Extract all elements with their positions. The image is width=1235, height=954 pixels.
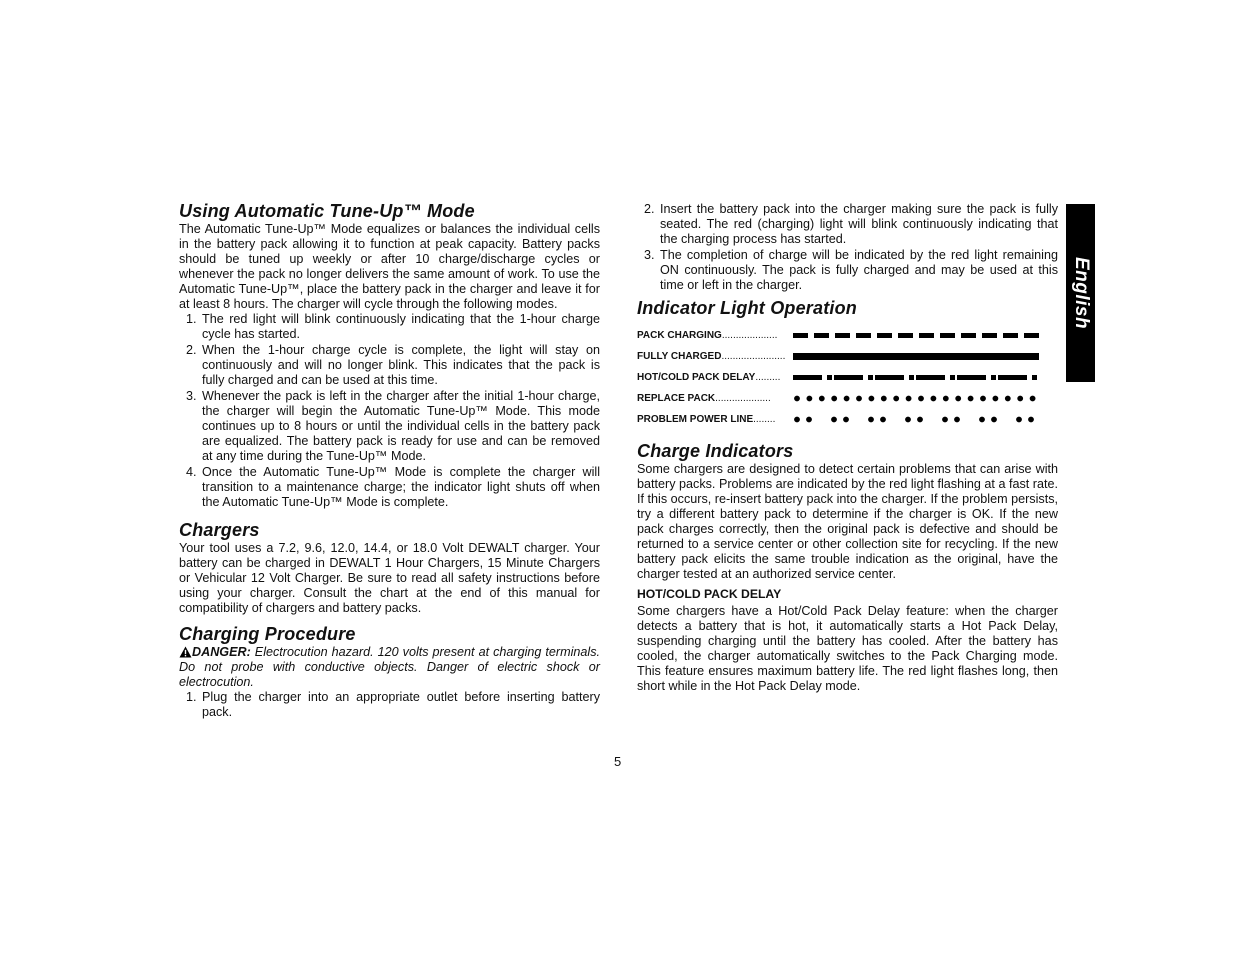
indicator-label-text: FULLY CHARGED [637, 351, 722, 362]
list-item-text: Once the Automatic Tune-Up™ Mode is complete the charger will transition to a maintenance charge; the indicator light shuts off when the Automatic Tune-Up™ Mode is complete. [202, 465, 600, 509]
pattern-mark [918, 396, 924, 402]
indicator-leader-dots: ........ [753, 414, 776, 425]
chargers-heading: Chargers [179, 520, 260, 540]
pattern-mark [1032, 375, 1037, 380]
pattern-mark [993, 396, 999, 402]
solid-pattern [793, 346, 1043, 367]
pattern-mark [979, 417, 985, 423]
list-item [179, 312, 600, 342]
pattern-mark [940, 333, 955, 338]
pattern-mark [943, 396, 949, 402]
pairs-pattern [793, 409, 1043, 430]
pattern-mark [806, 417, 812, 423]
pattern-mark [835, 333, 850, 338]
indicator-pattern [793, 346, 1043, 367]
indicator-label [637, 370, 793, 385]
chargers-text: Your tool uses a 7.2, 9.6, 12.0, 14.4, or 18.0 Volt DEWALT charger. Your battery can be charged in DEWALT 1 Hour Chargers, 15 Minute Chargers or Vehicular 12 Volt Charger. Be sure to read all safety instructions before using your charger. Consult the chart at the end of this manual for compatibility of chargers and battery packs. [179, 541, 600, 615]
hot-cold-text: Some chargers have a Hot/Cold Pack Delay feature: when the charger detects a battery that is hot, it automatically starts a Hot Pack Delay, suspending charging until the battery has cooled. After the battery has cooled, the charger automatically switches to the Pack Charging mode. This feature ensures maximum battery life. The red light flashes long, then short while in the Hot Pack Delay mode. [637, 604, 1058, 693]
pattern-mark [982, 333, 997, 338]
pattern-mark [893, 396, 899, 402]
longshort-pattern [793, 367, 1043, 388]
pattern-mark [793, 375, 822, 380]
language-tab-label: English [1070, 256, 1092, 330]
indicator-light-table [637, 325, 1058, 430]
pattern-mark [998, 375, 1027, 380]
pattern-mark [868, 375, 873, 380]
indicator-row [637, 388, 1058, 409]
list-item-text: The completion of charge will be indicated by the red light remaining ON continuously. The pack is fully charged and may be used at this time or left in the charger. [660, 248, 1058, 292]
indicator-label-text: HOT/COLD PACK DELAY [637, 372, 756, 383]
pattern-mark [880, 417, 886, 423]
indicator-row [637, 409, 1058, 430]
list-item-number: 1. [186, 312, 197, 326]
list-item-number: 3. [644, 248, 655, 262]
indicator-label-text: PROBLEM POWER LINE [637, 414, 754, 425]
indicator-leader-dots: ......... [755, 372, 781, 383]
danger-warning [179, 645, 600, 690]
procedure-steps-right [637, 202, 1058, 293]
pattern-mark [961, 333, 976, 338]
indicator-leader-dots: .................... [721, 330, 778, 341]
pattern-mark [955, 396, 961, 402]
indicator-leader-dots: ....................... [721, 351, 786, 362]
pattern-mark [831, 396, 837, 402]
list-item-number: 2. [644, 202, 655, 216]
pattern-mark [831, 417, 837, 423]
list-item-text: Whenever the pack is left in the charger after the initial 1-hour charge, the charger will begin the Automatic Tune-Up™ Mode. This mode continues up to 8 hours or until the individual cells in the battery pack are equalized. The battery pack is ready for use and can be removed at any time during the Tune-Up™ Mode. [202, 389, 600, 463]
indicator-row [637, 346, 1058, 367]
pattern-mark [917, 417, 923, 423]
indicator-label-text: PACK CHARGING [637, 330, 722, 341]
charge-indicators-text: Some chargers are designed to detect certain problems that can arise with battery packs. Problems are indicated by the red light flashing at a fast rate. If this occurs, re-insert battery pack into the charger. If the problem persists, try a different battery pack to determine if the charger is OK. If the new pack charges correctly, then the original pack is defective and should be returned to a service center or other collection site for recycling. If the new battery pack elicits the same trouble indication as the original, have the charger tested at an authorized service center. [637, 462, 1058, 581]
list-item-number: 3. [186, 389, 197, 403]
indicator-label [637, 328, 793, 343]
pattern-mark [1003, 333, 1018, 338]
list-item-number: 1. [186, 690, 197, 704]
indicator-row [637, 325, 1058, 346]
language-tab [1066, 204, 1095, 382]
pattern-mark [906, 396, 912, 402]
pattern-mark [1028, 417, 1034, 423]
pattern-mark [869, 396, 875, 402]
pattern-mark [950, 375, 955, 380]
indicator-pattern [793, 409, 1043, 430]
dash-pattern [793, 325, 1043, 346]
dots-pattern [793, 388, 1043, 409]
pattern-mark [819, 396, 825, 402]
left-column [179, 200, 600, 721]
pattern-mark [843, 417, 849, 423]
list-item-number: 4. [186, 465, 197, 479]
list-item [179, 690, 600, 720]
pattern-mark [919, 333, 934, 338]
pattern-mark [856, 396, 862, 402]
pattern-mark [954, 417, 960, 423]
pattern-mark [905, 417, 911, 423]
pattern-mark [793, 333, 808, 338]
pattern-mark [794, 417, 800, 423]
pattern-mark [807, 396, 813, 402]
list-item [179, 389, 600, 464]
pattern-mark [814, 333, 829, 338]
pattern-mark [1017, 396, 1023, 402]
pattern-mark [868, 417, 874, 423]
indicator-leader-dots: .................... [715, 393, 771, 404]
indicator-pattern [793, 325, 1043, 346]
list-item-text: When the 1-hour charge cycle is complete, the light will stay on continuously and will no longer blink. This indicates that the pack is fully charged and can be used at this time. [202, 343, 600, 387]
list-item-number: 2. [186, 343, 197, 357]
pattern-mark [793, 353, 1039, 360]
tune-up-heading: Using Automatic Tune-Up™ Mode [179, 201, 475, 221]
list-item-text: Plug the charger into an appropriate outlet before inserting battery pack. [202, 690, 600, 719]
pattern-mark [1030, 396, 1036, 402]
danger-text: Electrocution hazard. 120 volts present at charging terminals. Do not probe with conductive objects. Danger of electric shock or electrocution. [179, 645, 600, 689]
pattern-mark [875, 375, 904, 380]
pattern-mark [957, 375, 986, 380]
indicator-pattern [793, 388, 1043, 409]
procedure-steps-left [179, 690, 600, 720]
indicator-label [637, 391, 793, 406]
list-item-text: The red light will blink continuously indicating that the 1-hour charge cycle has started. [202, 312, 600, 341]
pattern-mark [931, 396, 937, 402]
pattern-mark [980, 396, 986, 402]
pattern-mark [827, 375, 832, 380]
pattern-mark [909, 375, 914, 380]
hot-cold-subheading: HOT/COLD PACK DELAY [637, 587, 782, 601]
pattern-mark [834, 375, 863, 380]
charge-indicators-heading: Charge Indicators [637, 441, 794, 461]
pattern-mark [991, 417, 997, 423]
pattern-mark [968, 396, 974, 402]
indicator-label-text: REPLACE PACK [637, 393, 716, 404]
list-item [179, 465, 600, 510]
danger-label: DANGER: [192, 645, 251, 659]
right-column [637, 202, 1058, 694]
pattern-mark [1005, 396, 1011, 402]
list-item [637, 248, 1058, 293]
indicator-pattern [793, 367, 1043, 388]
list-item [179, 343, 600, 388]
list-item [637, 202, 1058, 247]
warning-triangle-icon [179, 646, 192, 658]
pattern-mark [856, 333, 871, 338]
indicator-label [637, 412, 793, 427]
pattern-mark [877, 333, 892, 338]
pattern-mark [794, 396, 800, 402]
pattern-mark [881, 396, 887, 402]
charging-procedure-heading: Charging Procedure [179, 624, 356, 644]
pattern-mark [1016, 417, 1022, 423]
pattern-mark [898, 333, 913, 338]
indicator-label [637, 349, 793, 364]
tune-up-steps [179, 312, 600, 510]
pattern-mark [942, 417, 948, 423]
pattern-mark [1024, 333, 1039, 338]
list-item-text: Insert the battery pack into the charger making sure the pack is fully seated. The red (charging) light will blink continuously indicating that the charging process has started. [660, 202, 1058, 246]
pattern-mark [991, 375, 996, 380]
indicator-row [637, 367, 1058, 388]
tune-up-intro: The Automatic Tune-Up™ Mode equalizes or balances the individual cells in the battery pack allowing it to function at peak capacity. Battery packs should be tuned up weekly or after 10 charge/discharge cycles or whenever the pack no longer delivers the same amount of work. To use the Automatic Tune-Up™, place the battery pack in the charger and leave it for at least 8 hours. The charger will cycle through the following modes. [179, 222, 600, 311]
indicator-light-heading: Indicator Light Operation [637, 298, 857, 318]
pattern-mark [916, 375, 945, 380]
page-number: 5 [614, 754, 622, 769]
pattern-mark [844, 396, 850, 402]
